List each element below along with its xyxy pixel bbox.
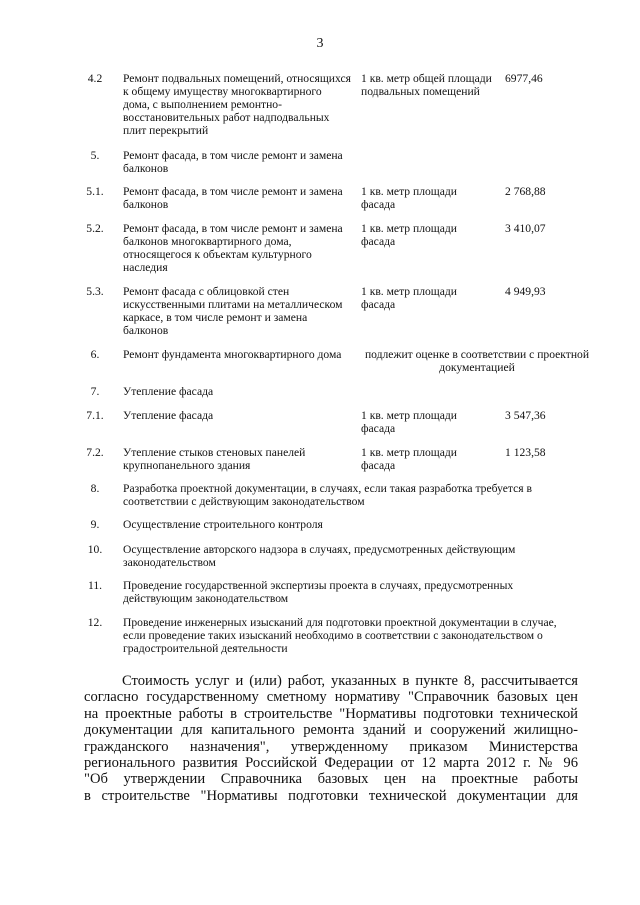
row-unit: 1 кв. метр площади фасада bbox=[361, 185, 457, 211]
row-price: 2 768,88 bbox=[505, 185, 546, 198]
row-number: 8. bbox=[90, 482, 100, 495]
row-unit: 1 кв. метр общей площади подвальных помещений bbox=[361, 72, 492, 98]
row-number: 12. bbox=[87, 616, 103, 629]
row-work-name: Ремонт фасада с облицовкой стен искусственными плитами на металлическом каркасе, в том числе ремонт и замена балконов bbox=[123, 285, 343, 337]
paragraph-line: документации для капитального ремонта зданий и сооружений жилищно- bbox=[84, 722, 578, 739]
row-work-name: Проведение государственной экспертизы проекта в случаях, предусмотренных действующим законодательством bbox=[123, 579, 514, 605]
row-price: 4 949,93 bbox=[505, 285, 546, 298]
row-price: 3 410,07 bbox=[505, 222, 546, 235]
row-work-name: Ремонт фундамента многоквартирного дома bbox=[123, 348, 342, 361]
paragraph-line: регионального развития Российской Федерации от 12 марта 2012 г. № 96 bbox=[84, 755, 578, 772]
row-price: 6977,46 bbox=[505, 72, 543, 85]
row-work-name: Утепление фасада bbox=[123, 409, 214, 422]
row-number: 10. bbox=[87, 543, 103, 556]
row-unit: 1 кв. метр площади фасада bbox=[361, 222, 457, 248]
row-number: 7.1. bbox=[86, 409, 104, 422]
paragraph-line: Стоимость услуг и (или) работ, указанных в пункте 8, рассчитывается bbox=[122, 673, 578, 689]
paragraph-line: в строительстве "Нормативы подготовки технической документации для bbox=[84, 787, 578, 804]
page-number: 3 bbox=[316, 36, 324, 51]
row-unit: 1 кв. метр площади фасада bbox=[361, 285, 457, 311]
row-number: 7.2. bbox=[86, 446, 104, 459]
row-number: 6. bbox=[90, 348, 100, 361]
row-work-name: Утепление стыков стеновых панелей крупнопанельного здания bbox=[123, 446, 306, 472]
row-work-name: Осуществление авторского надзора в случаях, предусмотренных действующим законодательством bbox=[123, 543, 516, 569]
row-number: 5.3. bbox=[86, 285, 104, 298]
row-work-name: Ремонт фасада, в том числе ремонт и замена балконов многоквартирного дома, относящегося к объектам культурного наследия bbox=[123, 222, 343, 274]
row-work-name: Ремонт фасада, в том числе ремонт и замена балконов bbox=[123, 185, 343, 211]
row-unit: 1 кв. метр площади фасада bbox=[361, 409, 457, 435]
body-paragraph bbox=[84, 673, 578, 804]
row-number: 5.2. bbox=[86, 222, 104, 235]
paragraph-line: на проектные работы в строительстве "Нормативы подготовки технической bbox=[84, 705, 578, 722]
row-price-note: подлежит оценке в соответствии с проектной документацией bbox=[364, 348, 590, 374]
row-work-name: Разработка проектной документации, в случаях, если такая разработка требуется в соответствии с действующим законодательством bbox=[123, 482, 532, 508]
row-unit: 1 кв. метр площади фасада bbox=[361, 446, 457, 472]
row-work-name: Ремонт подвальных помещений, относящихся к общему имуществу многоквартирного дома, с выполнением ремонтно-восстановительных работ надподвальных плит перекрытий bbox=[123, 72, 351, 137]
row-number: 11. bbox=[87, 579, 103, 592]
row-work-name: Ремонт фасада, в том числе ремонт и замена балконов bbox=[123, 149, 343, 175]
row-work-name: Осуществление строительного контроля bbox=[123, 518, 323, 531]
row-number: 4.2 bbox=[87, 72, 103, 85]
paragraph-line: гражданского назначения", утвержденному приказом Министерства bbox=[84, 738, 578, 755]
row-number: 5. bbox=[90, 149, 100, 162]
row-number: 9. bbox=[90, 518, 100, 531]
row-work-name: Проведение инженерных изысканий для подготовки проектной документации в случае, если проведение таких изысканий необходимо в соответствии с законодательством о градостроительной деятельности bbox=[123, 616, 557, 655]
row-number: 5.1. bbox=[86, 185, 104, 198]
paragraph-line: согласно государственному сметному нормативу "Справочник базовых цен bbox=[84, 689, 578, 706]
paragraph-line: "Об утверждении Справочника базовых цен на проектные работы bbox=[84, 771, 578, 788]
row-price: 1 123,58 bbox=[505, 446, 546, 459]
row-number: 7. bbox=[90, 385, 100, 398]
row-price: 3 547,36 bbox=[505, 409, 546, 422]
row-work-name: Утепление фасада bbox=[123, 385, 214, 398]
